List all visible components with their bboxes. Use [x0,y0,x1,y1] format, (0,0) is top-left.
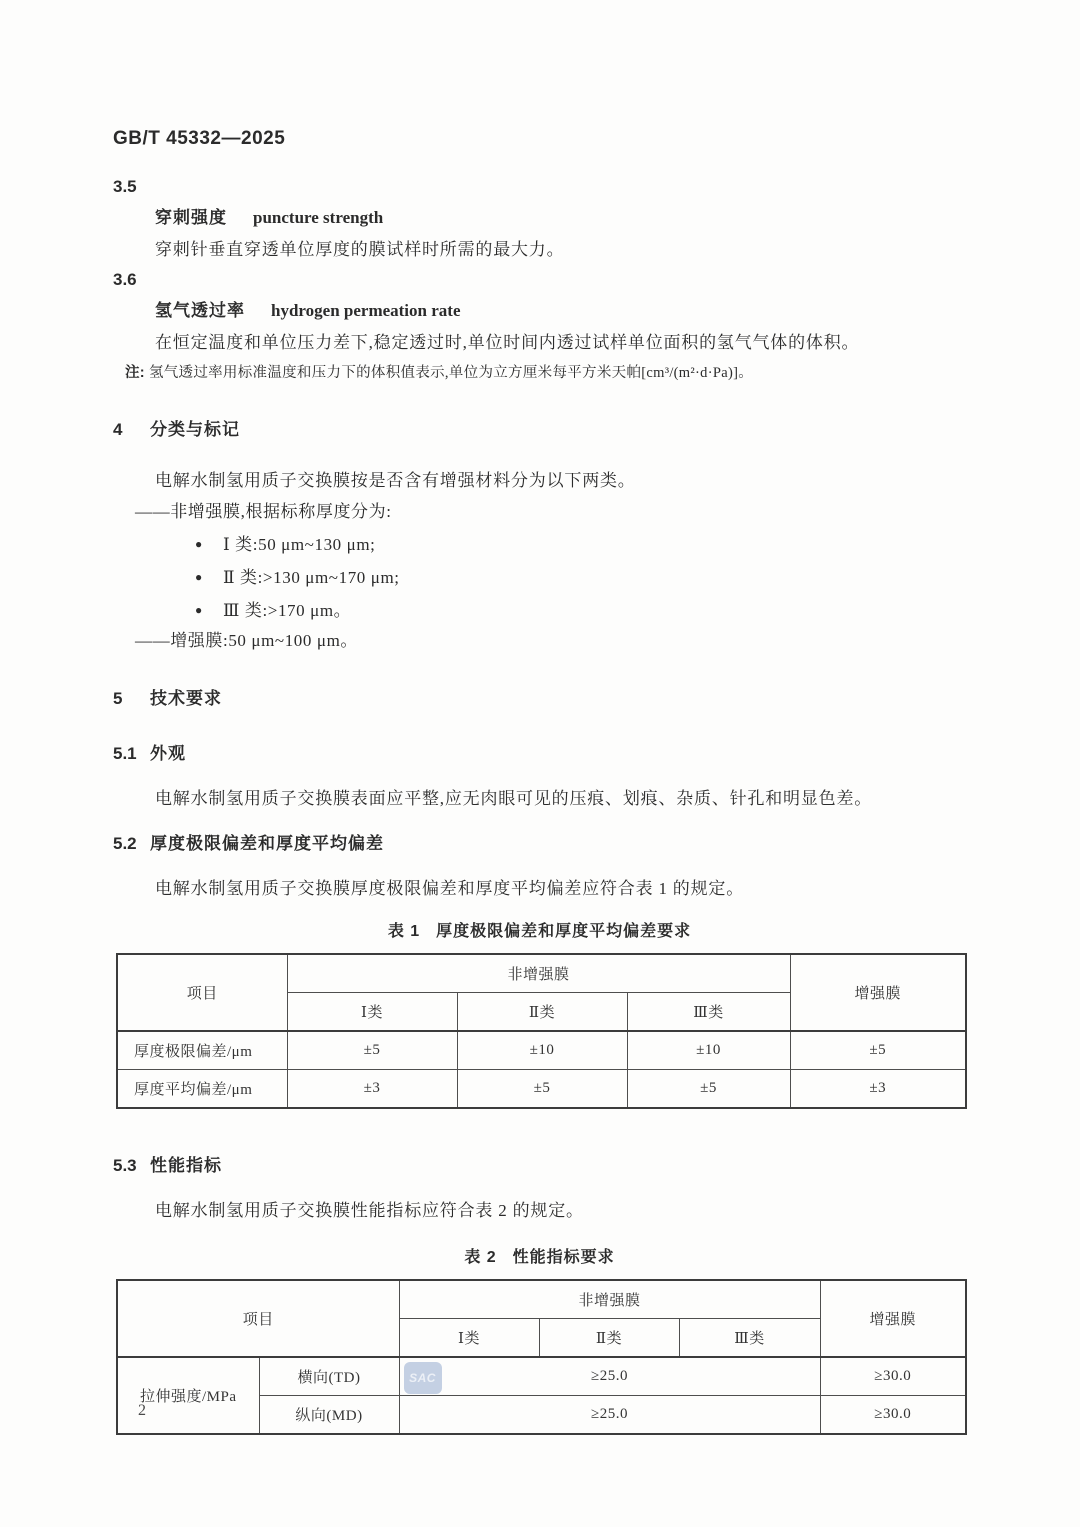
table2-row2-value: ≥25.0 [399,1396,820,1435]
section-5-3-heading [113,1151,966,1176]
page-number: 2 [138,1402,146,1419]
table2-row2-reinforced: ≥30.0 [820,1396,966,1435]
table-1-row-mean-deviation [117,1070,966,1109]
table-2-title-text: 性能指标要求 [512,1249,615,1266]
bullet-icon: ● [195,570,203,584]
bullet-item-class2-text: Ⅱ 类:>130 μm~170 μm; [223,568,400,587]
section-5-3-number: 5.3 [113,1156,137,1175]
table2-row-item: 拉伸强度/MPa [117,1357,259,1434]
table1-header-class3: Ⅲ类 [627,993,790,1032]
table1-row1-class3: ±10 [627,1031,790,1070]
term-3-6-note [113,361,966,382]
table2-header-class3: Ⅲ类 [679,1319,820,1358]
table1-row2-reinforced: ±3 [790,1070,966,1109]
term-3-6-zh: 氢气透过率 [155,301,245,320]
section-5-1-number: 5.1 [113,744,137,763]
section-5-2-title: 厚度极限偏差和厚度平均偏差 [150,834,384,853]
section-5-1-body: 电解水制氢用质子交换膜表面应平整,应无肉眼可见的压痕、划痕、杂质、针孔和明显色差。 [155,789,873,808]
table-2-label: 表 2 [464,1249,497,1266]
table2-row1-value-cell [399,1357,820,1396]
table2-header-class1: Ⅰ类 [399,1319,539,1358]
bullet-item-class1-text: Ⅰ 类:50 μm~130 μm; [223,535,376,554]
sac-watermark: SAC [404,1362,442,1394]
table1-row1-class1: ±5 [287,1031,457,1070]
clause-3-6-number: 3.6 [113,270,137,289]
section-5-1-heading [113,739,966,764]
note-label: 注: [125,365,145,381]
section-5-2-body: 电解水制氢用质子交换膜厚度极限偏差和厚度平均偏差应符合表 1 的规定。 [155,879,744,898]
section-4-intro: 电解水制氢用质子交换膜按是否含有增强材料分为以下两类。 [155,471,636,490]
section-5-3-title: 性能指标 [150,1156,222,1175]
standard-number: GB/T 45332—2025 [113,128,286,149]
table-1-label: 表 1 [387,923,421,940]
table1-row2-label: 厚度平均偏差/μm [117,1070,287,1109]
term-3-5-definition: 穿刺针垂直穿透单位厚度的膜试样时所需的最大力。 [155,240,565,259]
bullet-item-class2 [113,563,966,588]
term-3-5-en: puncture strength [253,208,384,227]
bullet-item-class1 [113,530,966,555]
table2-header-reinforced: 增强膜 [820,1280,966,1357]
table1-row2-class2: ±5 [457,1070,627,1109]
table-1-header-row-1 [117,954,966,993]
section-5-title: 技术要求 [150,689,222,708]
dash-item-nonreinforced: ——非增强膜,根据标称厚度分为: [135,502,392,521]
note-text: 氢气透过率用标准温度和压力下的体积值表示,单位为立方厘米每平方米天帕[cm³/(m²·d·Pa)]。 [148,365,753,381]
table1-row1-label: 厚度极限偏差/μm [117,1031,287,1070]
section-5-number: 5 [113,689,123,708]
term-3-5 [113,203,966,228]
clause-3-5-number: 3.5 [113,177,137,196]
table2-header-group: 非增强膜 [399,1280,820,1319]
table1-header-class2: Ⅱ类 [457,993,627,1032]
term-3-5-zh: 穿刺强度 [155,208,227,227]
table2-row1-reinforced: ≥30.0 [820,1357,966,1396]
table-2-title [113,1244,966,1267]
table-1-title-text: 厚度极限偏差和厚度平均偏差要求 [436,923,692,940]
table1-header-item: 项目 [117,954,287,1031]
section-4-title: 分类与标记 [150,420,240,439]
section-5-1-title: 外观 [150,744,186,763]
table1-header-class1: Ⅰ类 [287,993,457,1032]
bullet-icon: ● [195,537,203,551]
bullet-item-class3 [113,596,966,621]
table1-row1-reinforced: ±5 [790,1031,966,1070]
term-3-6-definition: 在恒定温度和单位压力差下,稳定透过时,单位时间内透过试样单位面积的氢气气体的体积。 [155,333,860,352]
table2-row1-direction: 横向(TD) [259,1357,399,1396]
table-1-title [113,918,966,941]
term-3-6-en: hydrogen permeation rate [271,301,461,320]
section-5-2-heading [113,829,966,854]
section-4-heading [113,415,966,440]
page-content [113,0,966,1435]
section-4-number: 4 [113,420,123,439]
section-5-heading [113,684,966,709]
table2-row1-value: ≥25.0 [591,1368,628,1384]
table-1-row-limit-deviation [117,1031,966,1070]
bullet-icon: ● [195,603,203,617]
section-5-3-body: 电解水制氢用质子交换膜性能指标应符合表 2 的规定。 [155,1201,584,1220]
table1-header-group: 非增强膜 [287,954,790,993]
table-2-header-row-1 [117,1280,966,1319]
table2-row2-direction: 纵向(MD) [259,1396,399,1435]
table-2-row-td [117,1357,966,1396]
table1-header-reinforced: 增强膜 [790,954,966,1031]
table2-header-class2: Ⅱ类 [539,1319,679,1358]
table1-row2-class3: ±5 [627,1070,790,1109]
table1-row2-class1: ±3 [287,1070,457,1109]
table-2 [116,1279,967,1435]
table-1 [116,953,967,1109]
table1-row1-class2: ±10 [457,1031,627,1070]
bullet-item-class3-text: Ⅲ 类:>170 μm。 [223,601,352,620]
dash-item-reinforced: ——增强膜:50 μm~100 μm。 [135,631,358,650]
section-5-2-number: 5.2 [113,834,137,853]
table2-header-item: 项目 [117,1280,399,1357]
term-3-6 [113,296,966,321]
